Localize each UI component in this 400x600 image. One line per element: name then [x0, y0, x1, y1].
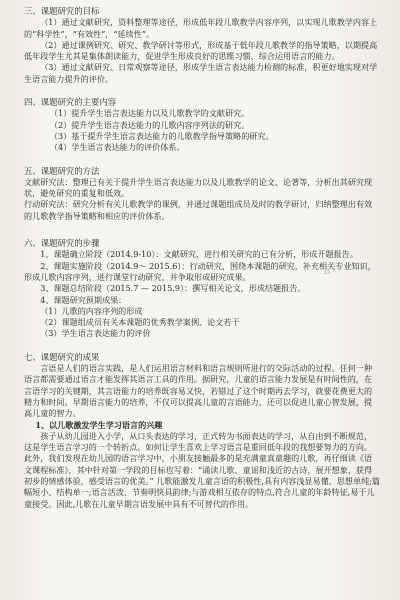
- section-6-step: 1、课题确立阶段（2014.9-10）：文献研究，进行相关研究的已有分析，形成开题报告。: [40, 249, 358, 260]
- section-7-title: 七、课题研究的成果: [24, 351, 100, 362]
- section-5-title: 五、课题研究的方法: [24, 165, 100, 176]
- section-4-item: （1）提升学生语言表达能力以及儿歌教学的文献研究。: [49, 108, 250, 119]
- section-7-subheading: 1、以儿歌激发学生学习语言的兴趣: [35, 419, 163, 430]
- section-4-item: （4）学生语言表达能力的评价体系。: [49, 142, 185, 153]
- section-6-expected-item: （2）课题组成员有关本课题的优秀教学案例、论文若干: [40, 317, 240, 328]
- section-6-expected-item: （1）儿歌的内容序列的形成: [40, 305, 143, 316]
- section-7: [24, 352, 380, 510]
- section-6-title: 六、课题研究的步骤: [24, 238, 100, 249]
- section-6-expected-item: （3）学生语言表达能力的评价: [40, 328, 151, 339]
- page-number: 13: [323, 270, 330, 276]
- section-5: [24, 166, 380, 222]
- section-6-expected-title: 4、课题研究预期成果：: [40, 294, 127, 305]
- section-3-title: 三、课题研究的目标: [24, 6, 100, 16]
- section-6-step: 3、课题总结阶段（2015.7 — 2015.9）：撰写相关论文，形成结题报告。: [40, 283, 306, 294]
- section-7-paragraph-1: 言语是人们的语言实践，是人们运用语言材料和语言规则所进行的交际活动的过程。任何一种语言都需要通过语言才能发挥其语言工具的作用。据研究，儿童的语言能力发展是有时间性的，在言语学习的关键期，其言语能力的培养既容易又快，若错过了这个时期再去学习，就要花费更大的精力和时间。早期语言能力的培养，不仅可以提高儿童的言语能力，还可以促进儿童心智发展，提高儿童的智力。: [24, 363, 373, 419]
- section-7-paragraph-2: 孩子从幼儿园进入小学，从口头表达的学习，正式转为书面表达的学习，从自由到不断规范，这是学生语言学习的一个转折点。如何让学生喜欢上学习语言是重回低年段的我想要努力的方向。此外，我们发现在幼儿园的语言学习中，小朋友接触最多的是充满童真童趣的儿歌，再仔细读《语文课程标准》，其中针对第一学段的目标也写着：“诵读儿歌、童谣和浅近的古诗，展开想象，获得初步的情感体验，感受语言的优美。” 儿歌能激发儿童言语的积极性,具有内容浅显易懂、思想单纯;篇幅短小、结构单一;语言活泼、节奏明快具韵律;与游戏相互依存的特点,符合儿童的年龄特征,易于儿童接受。因此,儿歌在儿童早期言语发展中具有不可替代的作用。: [24, 430, 380, 509]
- section-5-paragraph-2: 行动研究法：研究分析有关儿歌教学的课例，并通过课题组成员及时的教学研讨，归纳整理出有效的儿歌教学指导策略和相应的评价体系。: [24, 199, 373, 221]
- section-3-paragraph-3: （3）通过文献研究、日常观察等途径，形成学生语言表达能力检测的标准，积更好地实现对学生语言能力提升的评价。: [24, 62, 378, 84]
- section-6: [24, 238, 380, 340]
- section-4-item: （3）基于提升学生语言表达能力的儿歌教学指导策略的研究。: [49, 130, 274, 141]
- section-3-paragraph-2: （2）通过课例研究、研究、教学研讨等形式，形成基于低年段儿歌教学的指导策略，以期提高低年段学生尤其是集体朗读能力，促进学生形成良好的思维习惯、综合运用语言的能力。: [24, 39, 378, 62]
- section-4-item: （2）提升学生语言表达能力的儿歌内容序列法的研究。: [49, 119, 250, 130]
- section-4-title: 四、课题研究的主要内容: [24, 97, 117, 108]
- section-5-paragraph-1: 文献研究法：整理已有关于提升学生语言表达能力以及儿歌教学的论文、论著等，分析出其研究现状，避免研究的重复和低效。: [24, 176, 373, 199]
- section-6-step: 2、课题实施阶段（2014.9～ 2015.6）：行动研究，围绕本课题的研究，补充相关专业知识，形成儿歌内容序列，进行课堂行动研究，并争取形成研究成果。: [24, 260, 376, 282]
- section-3: [24, 6, 380, 85]
- section-4: [24, 97, 380, 153]
- section-3-paragraph-1: （1）通过文献研究，资料整理等途径，形成低年段儿歌教学内容序列，以实现儿歌教学内容上的“科学性”，“有效性”，“延续性”。: [24, 17, 378, 39]
